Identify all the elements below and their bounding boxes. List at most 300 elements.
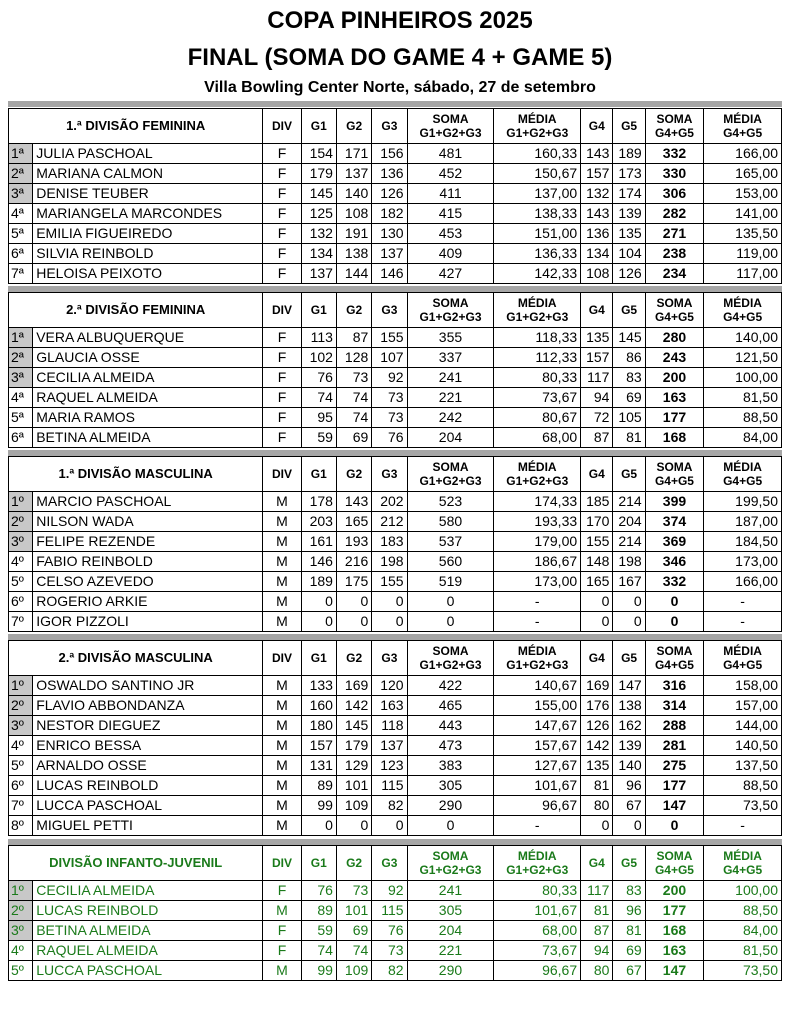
table-row <box>9 921 782 941</box>
position-cell: 2º <box>9 696 33 716</box>
g3-cell: 82 <box>372 961 407 981</box>
media-g4g5-cell: 153,00 <box>704 184 782 204</box>
g2-cell: 73 <box>336 881 371 901</box>
position-cell: 6º <box>9 592 33 612</box>
media-g1g2g3-cell: 68,00 <box>494 428 581 448</box>
g2-cell: 191 <box>336 224 371 244</box>
media-g4g5-header-bottom: G4+G5 <box>723 863 763 877</box>
g5-cell: 83 <box>613 368 645 388</box>
soma-g4g5-header-bottom: G4+G5 <box>654 863 694 877</box>
position-cell: 4º <box>9 552 33 572</box>
g3-cell: 92 <box>372 368 407 388</box>
media-g4g5-cell: 144,00 <box>704 716 782 736</box>
soma-g4g5-cell: 332 <box>645 144 704 164</box>
media-g1g2g3-cell: 80,67 <box>494 408 581 428</box>
soma-g1g2g3-cell: 0 <box>407 612 494 632</box>
media-g1g2g3-cell: 101,67 <box>494 776 581 796</box>
media-g1g2g3-cell: 155,00 <box>494 696 581 716</box>
media-g1g2g3-header <box>494 109 581 144</box>
division-cell: F <box>263 328 301 348</box>
col-div-header: DIV <box>263 109 301 144</box>
division-cell: F <box>263 264 301 284</box>
section-title: 2.ª DIVISÃO MASCULINA <box>9 641 263 676</box>
soma-g1g2g3-header-bottom: G1+G2+G3 <box>419 474 482 488</box>
g1-cell: 137 <box>301 264 336 284</box>
soma-g4g5-cell: 316 <box>645 676 704 696</box>
division-cell: M <box>263 612 301 632</box>
media-g1g2g3-cell: 147,67 <box>494 716 581 736</box>
media-g1g2g3-cell: 142,33 <box>494 264 581 284</box>
position-cell: 3º <box>9 532 33 552</box>
player-name-cell: CECILIA ALMEIDA <box>33 368 263 388</box>
media-g4g5-cell: 81,50 <box>704 941 782 961</box>
g4-cell: 72 <box>581 408 613 428</box>
g3-cell: 126 <box>372 184 407 204</box>
media-g4g5-header <box>704 293 782 328</box>
g4-cell: 169 <box>581 676 613 696</box>
soma-g4g5-cell: 168 <box>645 921 704 941</box>
g5-cell: 86 <box>613 348 645 368</box>
g5-cell: 214 <box>613 532 645 552</box>
g4-cell: 0 <box>581 816 613 836</box>
g4-cell: 135 <box>581 328 613 348</box>
g5-cell: 69 <box>613 388 645 408</box>
g3-cell: 155 <box>372 572 407 592</box>
g5-cell: 81 <box>613 428 645 448</box>
col-g5-header: G5 <box>613 293 645 328</box>
position-cell: 2ª <box>9 164 33 184</box>
g4-cell: 134 <box>581 244 613 264</box>
col-div-header: DIV <box>263 293 301 328</box>
section-title: 1.ª DIVISÃO FEMININA <box>9 109 263 144</box>
soma-g4g5-header-top: SOMA <box>656 112 693 126</box>
soma-g4g5-cell: 177 <box>645 776 704 796</box>
media-g4g5-cell: 184,50 <box>704 532 782 552</box>
division-cell: M <box>263 532 301 552</box>
soma-g1g2g3-cell: 305 <box>407 776 494 796</box>
media-g4g5-cell: 187,00 <box>704 512 782 532</box>
g4-cell: 143 <box>581 144 613 164</box>
col-g2-header: G2 <box>336 293 371 328</box>
g2-cell: 109 <box>336 961 371 981</box>
media-g4g5-header-top: MÉDIA <box>723 460 762 474</box>
table-row <box>9 776 782 796</box>
table-row <box>9 204 782 224</box>
soma-g4g5-cell: 0 <box>645 612 704 632</box>
division-cell: M <box>263 512 301 532</box>
media-g1g2g3-cell: - <box>494 612 581 632</box>
position-cell: 8º <box>9 816 33 836</box>
position-cell: 5º <box>9 961 33 981</box>
division-cell: F <box>263 204 301 224</box>
g5-cell: 174 <box>613 184 645 204</box>
soma-g4g5-cell: 177 <box>645 408 704 428</box>
col-g1-header: G1 <box>301 457 336 492</box>
g2-cell: 137 <box>336 164 371 184</box>
media-g4g5-cell: 166,00 <box>704 144 782 164</box>
top-separator <box>8 101 782 107</box>
media-g4g5-header <box>704 641 782 676</box>
player-name-cell: RAQUEL ALMEIDA <box>33 388 263 408</box>
g4-cell: 117 <box>581 368 613 388</box>
soma-g1g2g3-header <box>407 109 494 144</box>
header-row <box>9 457 782 492</box>
g1-cell: 102 <box>301 348 336 368</box>
table-row <box>9 244 782 264</box>
soma-g4g5-cell: 147 <box>645 961 704 981</box>
player-name-cell: NILSON WADA <box>33 512 263 532</box>
media-g1g2g3-cell: 96,67 <box>494 961 581 981</box>
soma-g1g2g3-cell: 290 <box>407 961 494 981</box>
g2-cell: 74 <box>336 941 371 961</box>
table-row <box>9 144 782 164</box>
g3-cell: 82 <box>372 796 407 816</box>
media-g4g5-header-top: MÉDIA <box>723 112 762 126</box>
media-g1g2g3-cell: 96,67 <box>494 796 581 816</box>
g2-cell: 74 <box>336 408 371 428</box>
media-g1g2g3-cell: 186,67 <box>494 552 581 572</box>
g1-cell: 74 <box>301 941 336 961</box>
g5-cell: 214 <box>613 492 645 512</box>
g4-cell: 170 <box>581 512 613 532</box>
division-cell: F <box>263 144 301 164</box>
media-g1g2g3-cell: 140,67 <box>494 676 581 696</box>
g5-cell: 67 <box>613 961 645 981</box>
position-cell: 2ª <box>9 348 33 368</box>
division-cell: M <box>263 961 301 981</box>
media-g4g5-cell: 135,50 <box>704 224 782 244</box>
g1-cell: 133 <box>301 676 336 696</box>
position-cell: 5ª <box>9 224 33 244</box>
media-g1g2g3-header-bottom: G1+G2+G3 <box>506 310 569 324</box>
media-g4g5-cell: 100,00 <box>704 368 782 388</box>
g5-cell: 126 <box>613 264 645 284</box>
soma-g4g5-header <box>645 293 704 328</box>
media-g1g2g3-header-bottom: G1+G2+G3 <box>506 126 569 140</box>
g3-cell: 183 <box>372 532 407 552</box>
soma-g4g5-cell: 306 <box>645 184 704 204</box>
media-g4g5-header <box>704 109 782 144</box>
soma-g4g5-header <box>645 641 704 676</box>
division-cell: F <box>263 941 301 961</box>
col-g1-header: G1 <box>301 846 336 881</box>
position-cell: 6ª <box>9 428 33 448</box>
g3-cell: 136 <box>372 164 407 184</box>
g3-cell: 120 <box>372 676 407 696</box>
division-cell: F <box>263 224 301 244</box>
g5-cell: 96 <box>613 901 645 921</box>
media-g4g5-cell: 88,50 <box>704 776 782 796</box>
division-cell: M <box>263 901 301 921</box>
g5-cell: 162 <box>613 716 645 736</box>
col-g4-header: G4 <box>581 846 613 881</box>
g3-cell: 163 <box>372 696 407 716</box>
g4-cell: 155 <box>581 532 613 552</box>
col-g5-header: G5 <box>613 109 645 144</box>
table-row <box>9 348 782 368</box>
table-row <box>9 164 782 184</box>
soma-g4g5-cell: 332 <box>645 572 704 592</box>
g2-cell: 109 <box>336 796 371 816</box>
g4-cell: 126 <box>581 716 613 736</box>
g4-cell: 136 <box>581 224 613 244</box>
col-g1-header: G1 <box>301 641 336 676</box>
soma-g1g2g3-header-top: SOMA <box>432 460 469 474</box>
soma-g1g2g3-cell: 0 <box>407 592 494 612</box>
player-name-cell: BETINA ALMEIDA <box>33 428 263 448</box>
player-name-cell: MARIA RAMOS <box>33 408 263 428</box>
table-row <box>9 408 782 428</box>
col-g5-header: G5 <box>613 641 645 676</box>
soma-g4g5-cell: 282 <box>645 204 704 224</box>
table-row <box>9 368 782 388</box>
division-cell: M <box>263 716 301 736</box>
table-row <box>9 592 782 612</box>
soma-g4g5-cell: 399 <box>645 492 704 512</box>
soma-g4g5-cell: 374 <box>645 512 704 532</box>
g5-cell: 96 <box>613 776 645 796</box>
g4-cell: 108 <box>581 264 613 284</box>
media-g1g2g3-cell: 136,33 <box>494 244 581 264</box>
g2-cell: 216 <box>336 552 371 572</box>
position-cell: 3ª <box>9 368 33 388</box>
soma-g4g5-cell: 0 <box>645 592 704 612</box>
media-g4g5-cell: 73,50 <box>704 796 782 816</box>
soma-g4g5-cell: 147 <box>645 796 704 816</box>
g5-cell: 0 <box>613 612 645 632</box>
media-g4g5-cell: 100,00 <box>704 881 782 901</box>
division-cell: M <box>263 776 301 796</box>
g5-cell: 173 <box>613 164 645 184</box>
col-g3-header: G3 <box>372 846 407 881</box>
soma-g4g5-header-bottom: G4+G5 <box>654 310 694 324</box>
g2-cell: 69 <box>336 921 371 941</box>
division-cell: M <box>263 696 301 716</box>
col-g2-header: G2 <box>336 109 371 144</box>
soma-g4g5-header <box>645 109 704 144</box>
g4-cell: 87 <box>581 921 613 941</box>
col-g1-header: G1 <box>301 109 336 144</box>
soma-g1g2g3-cell: 465 <box>407 696 494 716</box>
division-cell: F <box>263 388 301 408</box>
g5-cell: 147 <box>613 676 645 696</box>
media-g4g5-cell: 88,50 <box>704 901 782 921</box>
g1-cell: 99 <box>301 961 336 981</box>
soma-g1g2g3-cell: 422 <box>407 676 494 696</box>
soma-g1g2g3-cell: 221 <box>407 941 494 961</box>
media-g1g2g3-cell: 80,33 <box>494 881 581 901</box>
g2-cell: 0 <box>336 592 371 612</box>
soma-g4g5-cell: 330 <box>645 164 704 184</box>
g5-cell: 139 <box>613 736 645 756</box>
soma-g1g2g3-cell: 204 <box>407 428 494 448</box>
g3-cell: 0 <box>372 816 407 836</box>
g3-cell: 182 <box>372 204 407 224</box>
media-g1g2g3-header-top: MÉDIA <box>517 644 557 658</box>
player-name-cell: FLAVIO ABBONDANZA <box>33 696 263 716</box>
g2-cell: 101 <box>336 901 371 921</box>
g1-cell: 59 <box>301 428 336 448</box>
section-table <box>8 640 782 836</box>
g5-cell: 135 <box>613 224 645 244</box>
soma-g1g2g3-cell: 580 <box>407 512 494 532</box>
division-cell: F <box>263 408 301 428</box>
table-row <box>9 512 782 532</box>
g2-cell: 128 <box>336 348 371 368</box>
soma-g1g2g3-cell: 537 <box>407 532 494 552</box>
table-row <box>9 941 782 961</box>
soma-g1g2g3-cell: 241 <box>407 368 494 388</box>
media-g4g5-cell: - <box>704 592 782 612</box>
soma-g1g2g3-cell: 481 <box>407 144 494 164</box>
table-row <box>9 572 782 592</box>
position-cell: 4ª <box>9 204 33 224</box>
soma-g4g5-cell: 288 <box>645 716 704 736</box>
subtitle: Villa Bowling Center Norte, sábado, 27 de setembro <box>204 79 596 96</box>
media-g1g2g3-header-bottom: G1+G2+G3 <box>506 658 569 672</box>
header-row <box>9 109 782 144</box>
media-g1g2g3-header-bottom: G1+G2+G3 <box>506 474 569 488</box>
soma-g4g5-cell: 281 <box>645 736 704 756</box>
soma-g4g5-header-top: SOMA <box>656 296 693 310</box>
player-name-cell: HELOISA PEIXOTO <box>33 264 263 284</box>
g1-cell: 178 <box>301 492 336 512</box>
col-g4-header: G4 <box>581 457 613 492</box>
g5-cell: 0 <box>613 592 645 612</box>
header-row <box>9 641 782 676</box>
player-name-cell: LUCCA PASCHOAL <box>33 796 263 816</box>
soma-g1g2g3-header <box>407 641 494 676</box>
g4-cell: 80 <box>581 796 613 816</box>
g3-cell: 115 <box>372 776 407 796</box>
table-row <box>9 492 782 512</box>
division-cell: F <box>263 921 301 941</box>
soma-g1g2g3-cell: 305 <box>407 901 494 921</box>
player-name-cell: JULIA PASCHOAL <box>33 144 263 164</box>
g1-cell: 203 <box>301 512 336 532</box>
position-cell: 5ª <box>9 408 33 428</box>
soma-g1g2g3-cell: 473 <box>407 736 494 756</box>
soma-g4g5-cell: 314 <box>645 696 704 716</box>
table-row <box>9 756 782 776</box>
g2-cell: 193 <box>336 532 371 552</box>
soma-g4g5-header-top: SOMA <box>656 644 693 658</box>
g5-cell: 145 <box>613 328 645 348</box>
division-cell: M <box>263 756 301 776</box>
section-table <box>8 292 782 448</box>
g4-cell: 176 <box>581 696 613 716</box>
col-g4-header: G4 <box>581 109 613 144</box>
soma-g1g2g3-cell: 453 <box>407 224 494 244</box>
g5-cell: 105 <box>613 408 645 428</box>
g3-cell: 202 <box>372 492 407 512</box>
table-row <box>9 696 782 716</box>
soma-g1g2g3-cell: 290 <box>407 796 494 816</box>
media-g4g5-cell: 117,00 <box>704 264 782 284</box>
position-cell: 3º <box>9 921 33 941</box>
media-g4g5-cell: 173,00 <box>704 552 782 572</box>
media-g4g5-cell: 119,00 <box>704 244 782 264</box>
g1-cell: 76 <box>301 881 336 901</box>
g1-cell: 134 <box>301 244 336 264</box>
media-g4g5-cell: 158,00 <box>704 676 782 696</box>
media-g1g2g3-header <box>494 846 581 881</box>
player-name-cell: ROGERIO ARKIE <box>33 592 263 612</box>
media-g4g5-cell: 137,50 <box>704 756 782 776</box>
media-g4g5-header-bottom: G4+G5 <box>723 310 763 324</box>
division-cell: F <box>263 881 301 901</box>
player-name-cell: MARIANGELA MARCONDES <box>33 204 263 224</box>
table-row <box>9 901 782 921</box>
media-g1g2g3-header-top: MÉDIA <box>517 296 557 310</box>
player-name-cell: NESTOR DIEGUEZ <box>33 716 263 736</box>
g3-cell: 212 <box>372 512 407 532</box>
g2-cell: 144 <box>336 264 371 284</box>
player-name-cell: RAQUEL ALMEIDA <box>33 941 263 961</box>
division-cell: M <box>263 676 301 696</box>
position-cell: 1º <box>9 676 33 696</box>
player-name-cell: LUCAS REINBOLD <box>33 901 263 921</box>
title-line-2: FINAL (SOMA DO GAME 4 + GAME 5) <box>187 44 613 71</box>
media-g1g2g3-header <box>494 641 581 676</box>
media-g4g5-cell: 84,00 <box>704 921 782 941</box>
media-g4g5-header-top: MÉDIA <box>723 849 762 863</box>
g3-cell: 156 <box>372 144 407 164</box>
media-g4g5-header-top: MÉDIA <box>723 644 762 658</box>
media-g4g5-header-bottom: G4+G5 <box>723 658 763 672</box>
col-g2-header: G2 <box>336 641 371 676</box>
g1-cell: 160 <box>301 696 336 716</box>
section-table <box>8 108 782 284</box>
player-name-cell: MARCIO PASCHOAL <box>33 492 263 512</box>
media-g1g2g3-header <box>494 293 581 328</box>
soma-g4g5-cell: 177 <box>645 901 704 921</box>
media-g1g2g3-cell: 138,33 <box>494 204 581 224</box>
player-name-cell: LUCCA PASCHOAL <box>33 961 263 981</box>
g2-cell: 0 <box>336 816 371 836</box>
g5-cell: 167 <box>613 572 645 592</box>
position-cell: 2º <box>9 512 33 532</box>
soma-g1g2g3-header-top: SOMA <box>432 112 469 126</box>
g5-cell: 198 <box>613 552 645 572</box>
soma-g4g5-header <box>645 457 704 492</box>
division-cell: F <box>263 428 301 448</box>
table-row <box>9 388 782 408</box>
col-g3-header: G3 <box>372 457 407 492</box>
media-g4g5-cell: 84,00 <box>704 428 782 448</box>
player-name-cell: IGOR PIZZOLI <box>33 612 263 632</box>
media-g4g5-cell: - <box>704 816 782 836</box>
media-g4g5-cell: 199,50 <box>704 492 782 512</box>
position-cell: 2º <box>9 901 33 921</box>
table-row <box>9 961 782 981</box>
g5-cell: 104 <box>613 244 645 264</box>
g2-cell: 87 <box>336 328 371 348</box>
position-cell: 5º <box>9 572 33 592</box>
division-cell: M <box>263 816 301 836</box>
media-g4g5-cell: 140,00 <box>704 328 782 348</box>
section-table <box>8 456 782 632</box>
soma-g1g2g3-header <box>407 846 494 881</box>
soma-g1g2g3-header-bottom: G1+G2+G3 <box>419 863 482 877</box>
player-name-cell: OSWALDO SANTINO JR <box>33 676 263 696</box>
g1-cell: 157 <box>301 736 336 756</box>
player-name-cell: VERA ALBUQUERQUE <box>33 328 263 348</box>
soma-g1g2g3-cell: 443 <box>407 716 494 736</box>
soma-g4g5-header-bottom: G4+G5 <box>654 658 694 672</box>
g1-cell: 0 <box>301 612 336 632</box>
player-name-cell: DENISE TEUBER <box>33 184 263 204</box>
